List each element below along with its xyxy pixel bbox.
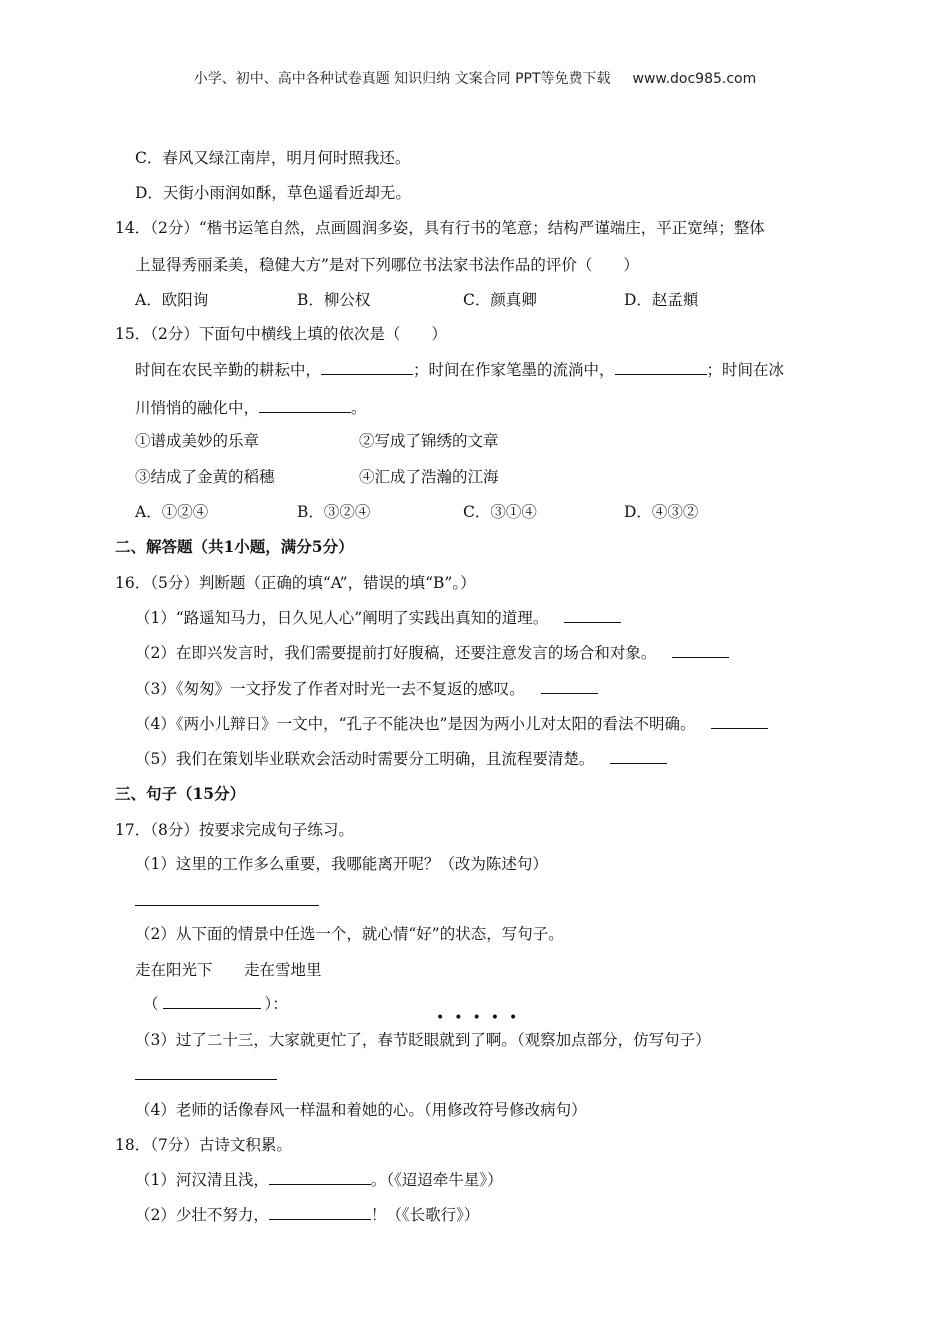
q16-answer-blank-4[interactable]	[711, 714, 768, 729]
q16-answer-blank-1[interactable]	[564, 608, 621, 623]
q18-line-1-text: （1）河汉清且浅，	[135, 1171, 269, 1189]
q17-part-1: （1）这里的工作多么重要，我哪能离开呢？（改为陈述句）	[135, 855, 548, 873]
q15-text-2a: 川悄悄的融化中，	[135, 399, 260, 417]
header-url: www.doc985.com	[632, 71, 757, 87]
q15-stem: 15．（2分）下面句中横线上填的依次是（ ）	[115, 325, 447, 343]
q16-item-3-text: （3）《匆匆》一文抒发了作者对时光一去不复返的感叹。	[135, 680, 525, 698]
q17-paren-close: ）：	[264, 995, 288, 1013]
q15-sentence-line2	[135, 396, 367, 418]
q15-text-1b: ；时间在作家笔墨的流淌中，	[413, 361, 615, 379]
q18-line-2-source: ！（《长歌行》）	[370, 1206, 480, 1224]
header-text: 小学、初中、高中各种试卷真题 知识归纳 文案合同 PPT等免费下载	[193, 71, 611, 87]
q16-answer-blank-2[interactable]	[672, 643, 729, 658]
section-3-heading: 三、句子（15分）	[115, 784, 246, 803]
q18-line-2	[135, 1203, 479, 1225]
q16-item-1	[135, 606, 621, 628]
q15-item-1: ①谱成美妙的乐章	[135, 432, 260, 450]
q14-option-d: D．赵孟頫	[624, 291, 699, 309]
q17-part-4: （4）老师的话像春风一样温和着她的心。（用修改符号修改病句）	[135, 1101, 587, 1119]
q14-stem-line1: 14．（2分）“楷书运笔自然，点画圆润多姿，具有行书的笔意；结构严谨端庄，平正宽绰；整体	[115, 219, 765, 237]
q16-stem: 16．（5分）判断题（正确的填“A”，错误的填“B”。）	[115, 574, 476, 592]
q16-answer-blank-3[interactable]	[541, 679, 598, 694]
q17-scene-1: 走在阳光下	[135, 961, 213, 979]
q18-line-1	[135, 1168, 503, 1190]
q15-option-c: C．③①④	[463, 503, 537, 521]
q15-blank-1[interactable]	[321, 360, 413, 375]
q16-item-2	[135, 641, 729, 663]
q17-part-3-answer-line[interactable]	[135, 1079, 277, 1080]
q16-item-3	[135, 677, 598, 699]
q16-item-4-text: （4）《两小儿辩日》一文中，“孔子不能决也”是因为两小儿对太阳的看法不明确。	[135, 715, 696, 733]
q17-scene-choice-blank[interactable]	[163, 994, 261, 1009]
section-2-heading: 二、解答题（共1小题，满分5分）	[115, 537, 354, 556]
q17-part-1-answer-line[interactable]	[135, 905, 319, 906]
emphasis-dots: •••••	[436, 1010, 528, 1026]
q15-blank-2[interactable]	[615, 360, 707, 375]
q14-option-a: A．欧阳询	[135, 291, 209, 309]
q18-line-1-source: 。（《迢迢牵牛星》）	[370, 1171, 503, 1189]
q18-line-2-text: （2）少壮不努力，	[135, 1206, 269, 1224]
q15-item-2: ②写成了锦绣的文章	[359, 432, 499, 450]
q15-option-a: A．①②④	[135, 503, 209, 521]
q15-item-3: ③结成了金黄的稻穗	[135, 468, 275, 486]
q16-item-4	[135, 712, 768, 734]
q18-blank-2[interactable]	[269, 1205, 371, 1220]
q18-stem: 18．（7分）古诗文积累。	[115, 1136, 292, 1154]
q15-text-2b: 。	[351, 399, 367, 417]
q16-item-5	[135, 747, 667, 769]
q15-sentence-line1	[135, 358, 784, 380]
q15-option-d: D．④③②	[624, 503, 699, 521]
q16-answer-blank-5[interactable]	[610, 749, 667, 764]
q13-option-c: C．春风又绿江南岸，明月何时照我还。	[135, 149, 411, 167]
q16-item-1-text: （1）“路遥知马力，日久见人心”阐明了实践出真知的道理。	[135, 609, 549, 627]
q15-option-b: B．③②④	[297, 503, 371, 521]
page-header	[0, 68, 950, 88]
q15-text-1c: ；时间在冰	[706, 361, 785, 379]
q16-item-5-text: （5）我们在策划毕业联欢会活动时需要分工明确，且流程要清楚。	[135, 750, 595, 768]
q17-part-3: （3）过了二十三，大家就更忙了，春节眨眼就到了啊。（观察加点部分，仿写句子）	[135, 1031, 711, 1049]
q13-option-d: D．天街小雨润如酥，草色遥看近却无。	[135, 184, 411, 202]
q15-blank-3[interactable]	[259, 398, 351, 413]
q17-part-2-answer	[143, 992, 288, 1014]
q14-option-b: B．柳公权	[297, 291, 371, 309]
q17-stem: 17．（8分）按要求完成句子练习。	[115, 821, 354, 839]
q16-item-2-text: （2）在即兴发言时，我们需要提前打好腹稿，还要注意发言的场合和对象。	[135, 644, 657, 662]
q15-text-1a: 时间在农民辛勤的耕耘中，	[135, 361, 322, 379]
q14-stem-line2: 上显得秀丽柔美，稳健大方”是对下列哪位书法家书法作品的评价（ ）	[135, 256, 639, 274]
q17-scene-2: 走在雪地里	[244, 961, 322, 979]
q17-part-2: （2）从下面的情景中任选一个，就心情“好”的状态，写句子。	[135, 925, 564, 943]
q14-option-c: C．颜真卿	[463, 291, 537, 309]
q15-item-4: ④汇成了浩瀚的江海	[359, 468, 499, 486]
q18-blank-1[interactable]	[269, 1170, 371, 1185]
q17-paren-open: （	[143, 995, 159, 1013]
